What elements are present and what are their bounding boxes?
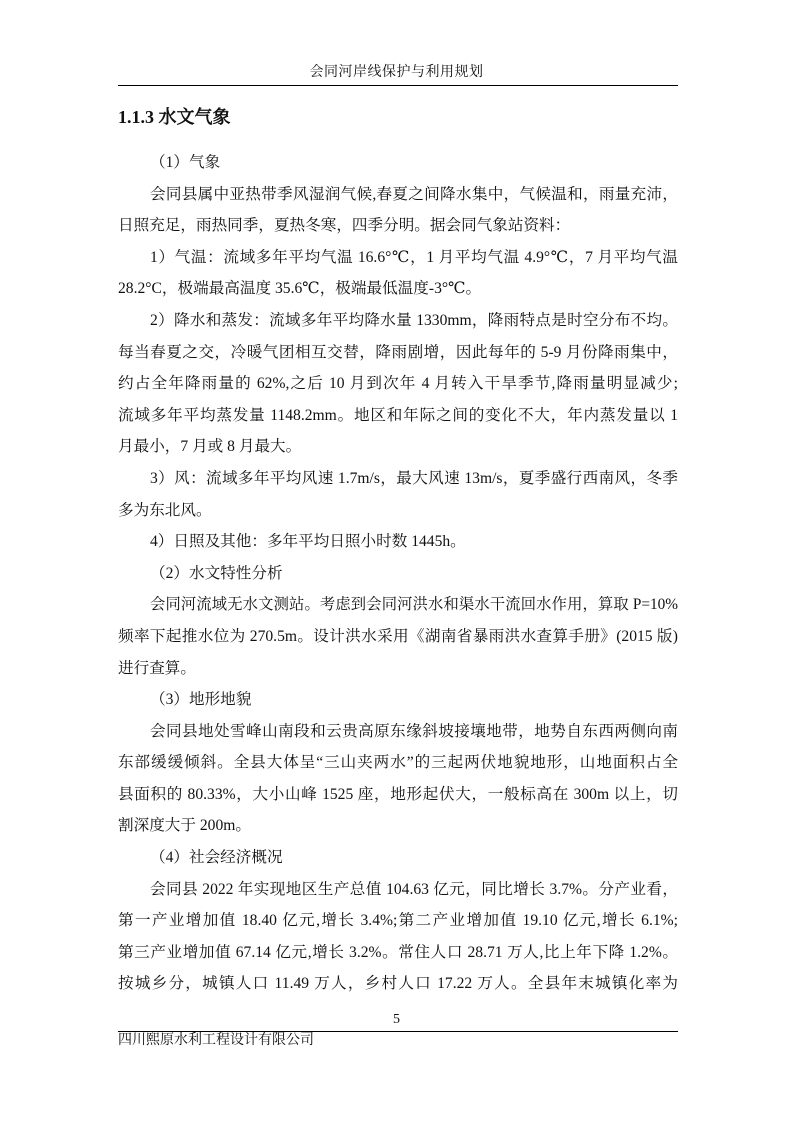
text-line: 月最小，7 月或 8 月最大。 [118, 438, 302, 456]
paragraph [118, 842, 678, 874]
footer-company-name: 四川熙原水利工程设计有限公司 [118, 1033, 314, 1048]
header-divider [118, 85, 678, 86]
paragraph [118, 589, 678, 684]
text-line: （4）社会经济概况 [150, 849, 283, 867]
text-line: 2）降水和蒸发：流域多年平均降水量 1330mm，降雨特点是时空分布不均。 [150, 311, 678, 329]
running-header-title: 会同河岸线保护与利用规划 [309, 65, 484, 80]
paragraph [118, 463, 678, 526]
text-line: 4）日照及其他：多年平均日照小时数 1445h。 [150, 533, 466, 551]
section-heading: 1.1.3 水文气象 [118, 107, 231, 127]
text-line: 进行查算。 [118, 659, 196, 677]
text-line: 县面积的 80.33%，大小山峰 1525 座，地形起伏大，一般标高在 300m 以上，切 [118, 785, 678, 803]
text-line: 第三产业增加值 67.14 亿元,增长 3.2%。常住人口 28.71 万人,比上年下降 1.2%。 [118, 943, 678, 961]
text-line: （3）地形地貌 [150, 691, 252, 709]
paragraph [118, 305, 678, 463]
paragraph [118, 716, 678, 842]
text-line: 割深度大于 200m。 [118, 817, 251, 835]
text-line: 1）气温：流域多年平均气温 16.6°℃，1 月平均气温 4.9°℃，7 月平均气温 [150, 248, 678, 266]
text-line: 东部缓缓倾斜。全县大体呈“三山夹两水”的三起两伏地貌地形，山地面积占全 [118, 754, 678, 772]
paragraph [118, 147, 678, 179]
text-line: 会同河流域无水文测站。考虑到会同河洪水和渠水干流回水作用，算取 P=10% [150, 596, 678, 614]
body-text [118, 147, 678, 1000]
page-number: 5 [393, 1012, 400, 1027]
text-line: （1）气象 [150, 154, 221, 171]
paragraph [118, 242, 678, 305]
text-line: 会同县地处雪峰山南段和云贵高原东缘斜坡接壤地带，地势自东西两侧向南 [150, 722, 678, 740]
paragraph [118, 526, 678, 558]
paragraph [118, 179, 678, 242]
text-line: 按城乡分，城镇人口 11.49 万人，乡村人口 17.22 万人。全县年末城镇化率为 [118, 975, 678, 993]
text-line: 频率下起推水位为 270.5m。设计洪水采用《湖南省暴雨洪水查算手册》(2015 版) [118, 627, 678, 645]
text-line: 流域多年平均蒸发量 1148.2mm。地区和年际之间的变化不大，年内蒸发量以 1 [118, 406, 678, 424]
text-line: 会同县属中亚热带季风湿润气候,春夏之间降水集中，气候温和，雨量充沛， [150, 185, 678, 203]
text-line: 会同县 2022 年实现地区生产总值 104.63 亿元，同比增长 3.7%。分产业看， [150, 880, 678, 898]
text-line: 日照充足，雨热同季，夏热冬寒，四季分明。据会同气象站资料： [118, 217, 571, 235]
text-line: 每当春夏之交，冷暖气团相互交替，降雨剧增，因此每年的 5-9 月份降雨集中， [118, 343, 678, 361]
text-line: 第一产业增加值 18.40 亿元,增长 3.4%;第二产业增加值 19.10 亿元,增长 6.1%; [118, 912, 678, 930]
paragraph [118, 558, 678, 590]
paragraph [118, 874, 678, 1000]
text-line: 多为东北风。 [118, 501, 212, 519]
text-line: 28.2°C，极端最高温度 35.6℃，极端最低温度-3°℃。 [118, 280, 482, 298]
paragraph [118, 684, 678, 716]
text-line: （2）水文特性分析 [150, 564, 283, 582]
text-line: 约占全年降雨量的 62%,之后 10 月到次年 4 月转入干旱季节,降雨量明显减少; [118, 375, 678, 393]
text-line: 3）风：流域多年平均风速 1.7m/s，最大风速 13m/s，夏季盛行西南风，冬季 [150, 469, 678, 487]
